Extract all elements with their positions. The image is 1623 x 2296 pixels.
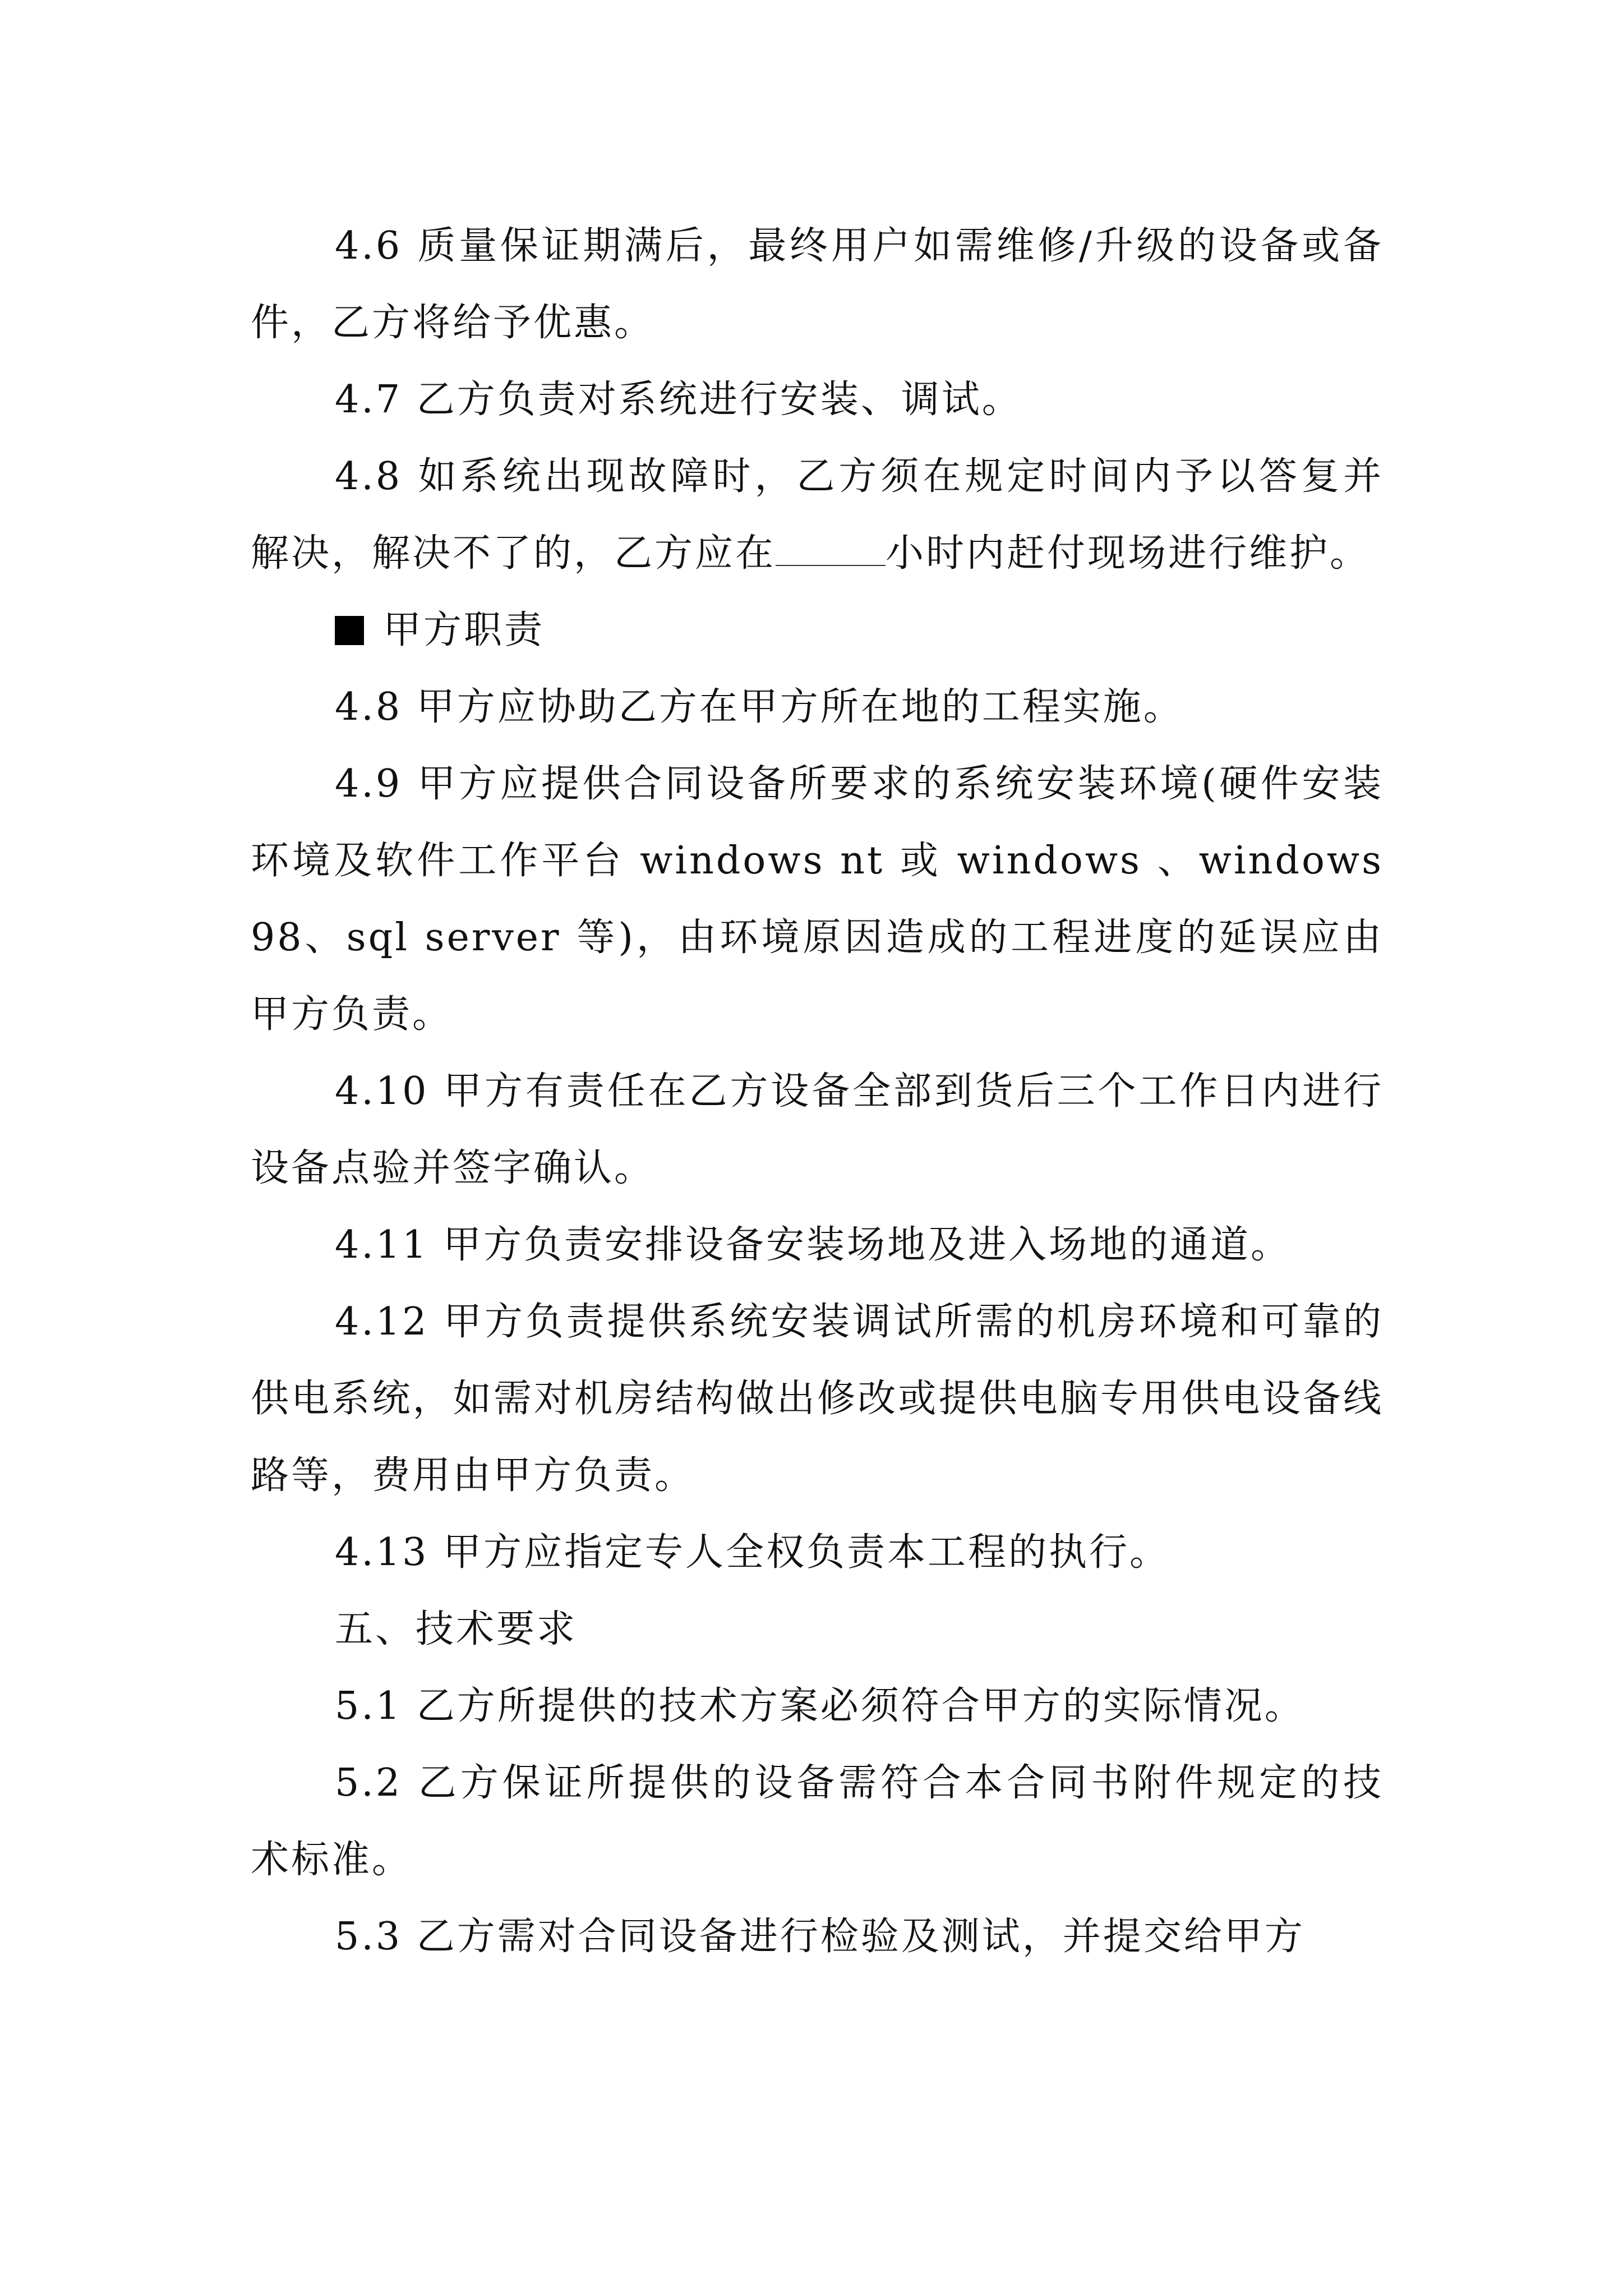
clause-5-2: 5.2 乙方保证所提供的设备需符合本合同书附件规定的技术标准。: [251, 1761, 1384, 1882]
clause-4-7: 4.7 乙方负责对系统进行安装、调试。: [335, 378, 1022, 422]
black-square-bullet-icon: [335, 616, 364, 645]
section-heading-technical-requirements: 五、技术要求: [335, 1607, 578, 1651]
clause-5-1: 5.1 乙方所提供的技术方案必须符合甲方的实际情况。: [335, 1684, 1305, 1728]
clause-4-6: 4.6 质量保证期满后，最终用户如需维修/升级的设备或备件，乙方将给予优惠。: [251, 224, 1384, 345]
clause-4-8-text-before-blank: 4.8 如系统出现故障时，乙方须在规定时间内予以答复并解决，解决不了的，乙方应在: [251, 454, 1384, 576]
clause-5-3: 5.3 乙方需对合同设备进行检验及测试，并提交给甲方: [335, 1915, 1305, 1959]
clause-4-8-jia: 4.8 甲方应协助乙方在甲方所在地的工程实施。: [335, 685, 1184, 729]
section-heading-jia-responsibilities: [251, 592, 1384, 669]
document-body: [251, 208, 1384, 1975]
clause-4-12: 4.12 甲方负责提供系统安装调试所需的机房环境和可靠的供电系统，如需对机房结构做出修改或提供电脑专用供电设备线路等，费用由甲方负责。: [251, 1300, 1384, 1498]
clause-4-8-text-after-blank: 小时内赶付现场进行维护。: [886, 531, 1371, 576]
clause-4-10: 4.10 甲方有责任在乙方设备全部到货后三个工作日内进行设备点验并签字确认。: [251, 1069, 1384, 1190]
clause-4-8-yi: [251, 438, 1384, 592]
clause-4-13: 4.13 甲方应指定专人全权负责本工程的执行。: [335, 1530, 1170, 1575]
fill-in-blank-hours: [776, 531, 886, 566]
clause-4-11: 4.11 甲方负责安排设备安装场地及进入场地的通道。: [335, 1223, 1292, 1267]
section-heading-text: 甲方职责: [383, 608, 545, 652]
clause-4-9: 4.9 甲方应提供合同设备所要求的系统安装环境(硬件安装环境及软件工作平台 windows nt 或 windows 、windows98、sql server 等)，由环境原因造成的工程进度的延误应由甲方负责。: [251, 762, 1384, 1037]
